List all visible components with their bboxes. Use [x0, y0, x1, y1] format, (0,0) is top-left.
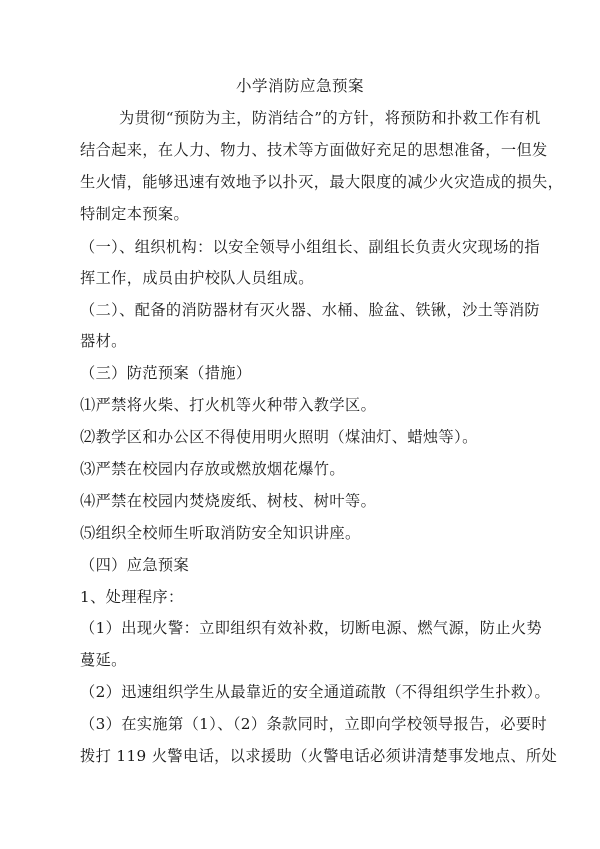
- list-item: ⑴严禁将火柴、打火机等火种带入教学区。: [80, 396, 377, 414]
- section-heading: （四）应急预案: [80, 556, 190, 574]
- paragraph-line: 为贯彻“预防为主，防消结合”的方针，将预防和扑救工作有机: [119, 109, 541, 127]
- paragraph-line: （2）迅速组织学生从最靠近的安全通道疏散（不得组织学生扑救）。: [80, 683, 551, 701]
- list-item: ⑵教学区和办公区不得使用明火照明（煤油灯、蜡烛等）。: [80, 428, 478, 446]
- paragraph-line: 生火情，能够迅速有效地予以扑灭，最大限度的减少火灾造成的损失，: [80, 173, 564, 191]
- paragraph-line: 挥工作，成员由护校队人员组成。: [80, 269, 314, 287]
- paragraph-line: 器材。: [80, 332, 127, 350]
- paragraph-line: （二）、配备的消防器材有灭火器、水桶、脸盆、铁锹，沙土等消防: [80, 301, 541, 319]
- list-item: ⑶严禁在校园内存放或燃放烟花爆竹。: [80, 460, 345, 478]
- section-heading: （三）防范预案（措施）: [80, 364, 252, 382]
- paragraph-line: 特制定本预案。: [80, 205, 190, 223]
- paragraph-line: （3）在实施第（1）、（2）条款同时，立即向学校领导报告，必要时: [80, 715, 548, 733]
- paragraph-line: 结合起来，在人力、物力、技术等方面做好充足的思想准备，一但发: [80, 141, 548, 159]
- paragraph-line: （一）、组织机构：以安全领导小组组长、副组长负责火灾现场的指: [80, 238, 541, 256]
- list-item: ⑷严禁在校园内焚烧废纸、树枝、树叶等。: [80, 492, 377, 510]
- paragraph-line: 蔓延。: [80, 651, 127, 669]
- paragraph-line: 拨打 119 火警电话，以求援助（火警电话必须讲清楚事发地点、所处: [80, 747, 558, 765]
- document-title: 小学消防应急预案: [235, 77, 364, 95]
- subsection-heading: 1、处理程序：: [80, 588, 184, 606]
- paragraph-line: （1）出现火警：立即组织有效补救，切断电源、燃气源，防止火势: [80, 619, 543, 637]
- list-item: ⑸组织全校师生听取消防安全知识讲座。: [80, 524, 361, 542]
